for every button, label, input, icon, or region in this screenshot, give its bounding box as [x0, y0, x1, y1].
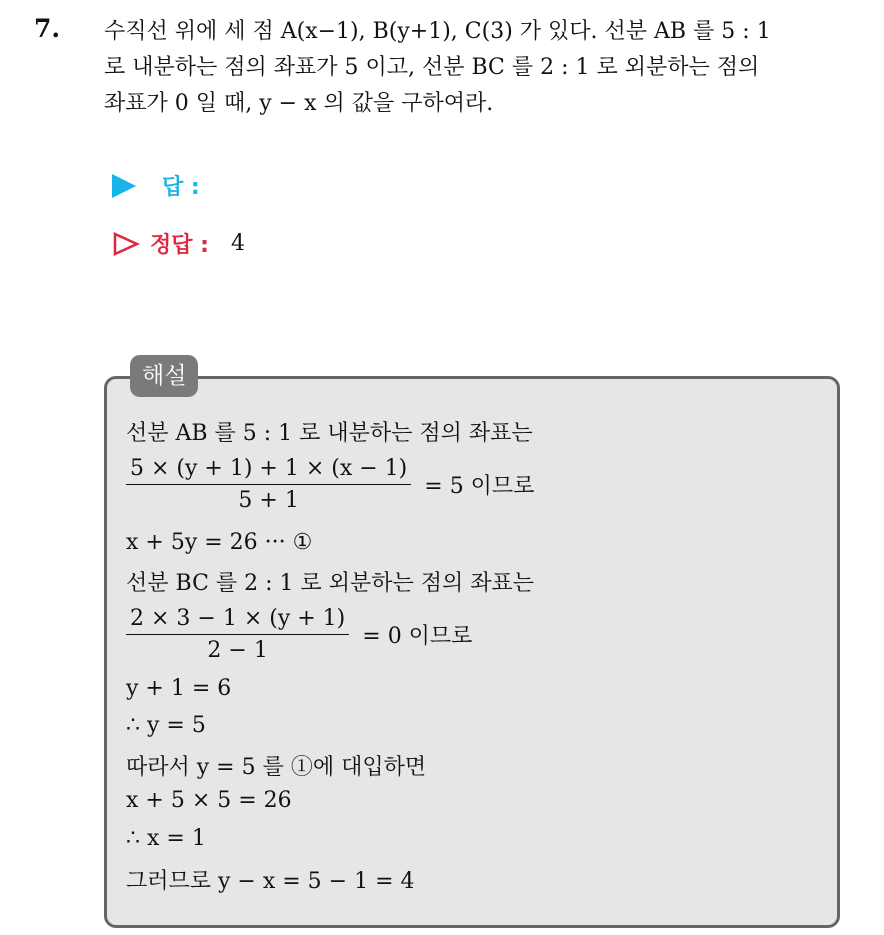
- solution-tab: 해설: [130, 355, 198, 397]
- solution-fraction-1-row: [126, 456, 534, 513]
- fraction-1-denominator: 5 + 1: [238, 488, 299, 513]
- fraction-1-numerator: 5 × (y + 1) + 1 × (x − 1): [126, 456, 411, 485]
- fraction-2-denominator: 2 − 1: [207, 638, 268, 663]
- play-triangle-icon: [112, 174, 136, 198]
- answer-row: [112, 170, 200, 201]
- solution-line-1: 선분 AB 를 5 : 1 로 내분하는 점의 좌표는: [126, 421, 533, 446]
- solution-line-3: x + 5y = 26 ··· ①: [126, 530, 313, 555]
- outline-triangle-icon: [112, 231, 140, 257]
- solution-line-8: 따라서 y = 5 를 ①에 대입하면: [126, 755, 427, 780]
- fraction-2-tail: = 0 이므로: [362, 624, 473, 649]
- fraction-1: [126, 456, 411, 513]
- problem-text-line-1: 수직선 위에 세 점 A(x−1), B(y+1), C(3) 가 있다. 선분 AB 를 5 : 1: [104, 19, 771, 44]
- solution-line-4: 선분 BC 를 2 : 1 로 외분하는 점의 좌표는: [126, 571, 535, 596]
- problem-text-line-3: 좌표가 0 일 때, y − x 의 값을 구하여라.: [104, 91, 494, 116]
- fraction-1-tail: = 5 이므로: [424, 474, 535, 499]
- solution-line-7: ∴ y = 5: [126, 713, 206, 738]
- solution-line-6: y + 1 = 6: [126, 676, 232, 701]
- correct-answer-row: [112, 228, 245, 259]
- solution-line-11: 그러므로 y − x = 5 − 1 = 4: [126, 869, 415, 894]
- solution-fraction-2-row: [126, 606, 472, 663]
- fraction-2-numerator: 2 × 3 − 1 × (y + 1): [126, 606, 349, 635]
- fraction-2: [126, 606, 349, 663]
- solution-line-10: ∴ x = 1: [126, 826, 206, 851]
- problem-number: 7.: [34, 14, 61, 43]
- answer-label: 답 :: [162, 175, 200, 200]
- problem-text-line-2: 로 내분하는 점의 좌표가 5 이고, 선분 BC 를 2 : 1 로 외분하는 점의: [104, 55, 760, 80]
- correct-answer-label: 정답 :: [150, 233, 209, 258]
- solution-line-9: x + 5 × 5 = 26: [126, 788, 292, 813]
- correct-answer-value: 4: [230, 231, 245, 256]
